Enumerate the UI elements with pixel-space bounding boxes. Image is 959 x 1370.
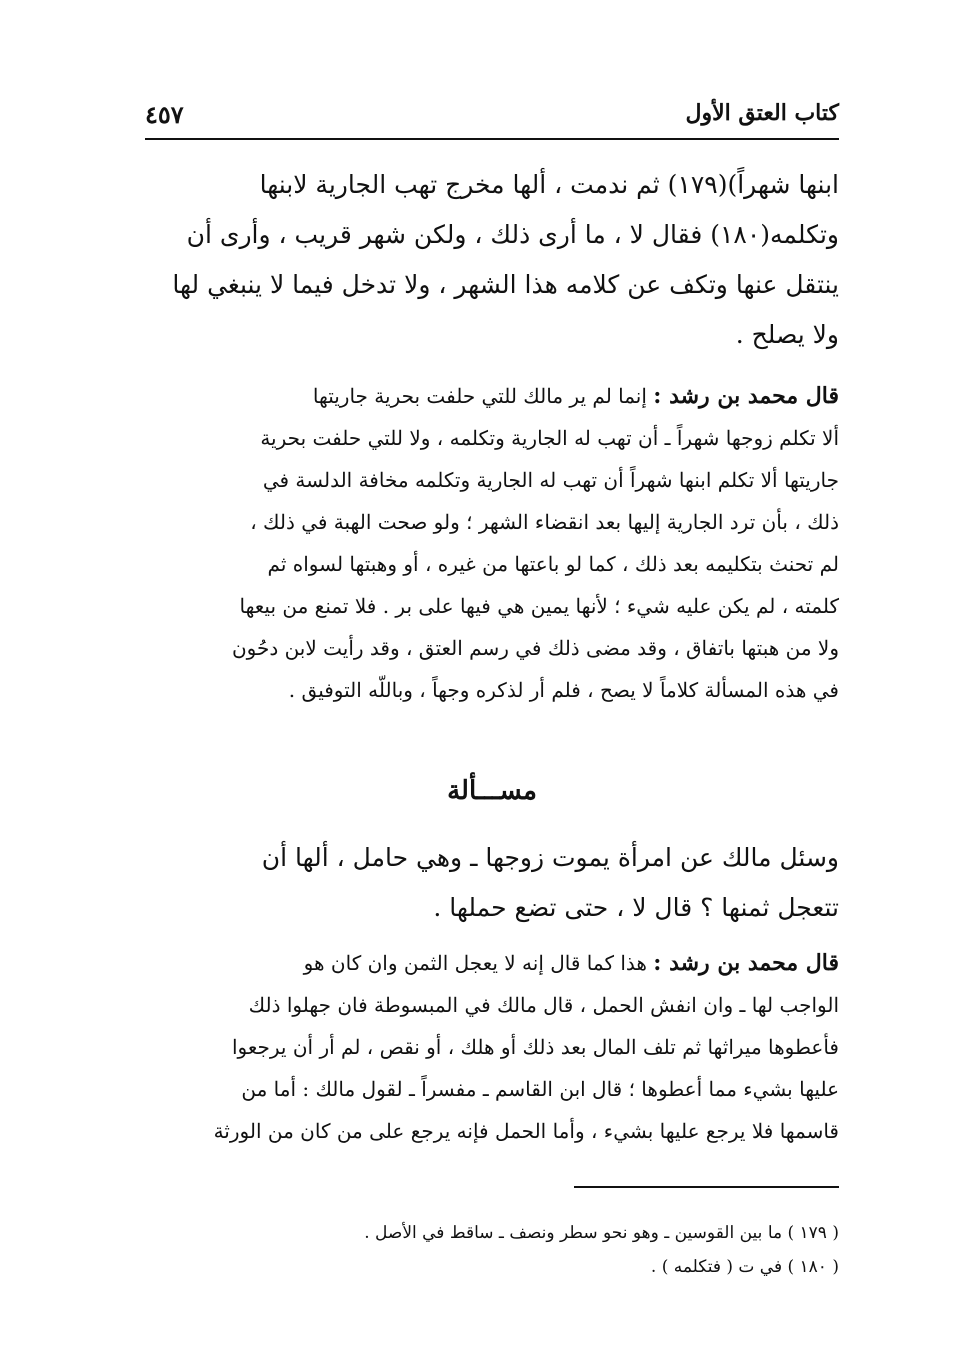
text-line: ولا يصلح . <box>735 320 839 349</box>
commentary-text: إنما لم ير مالك للتي حلفت بحرية جاريتها <box>312 384 647 408</box>
page-header <box>145 98 839 138</box>
section-heading: مســـألة <box>447 776 537 806</box>
text-line: لم تحنث بتكليمه بعد ذلك ، كما لو باعتها من غيره ، أو وهبتها لسواه ثم <box>267 552 839 576</box>
text-line: قاسمها فلا يرجع عليها بشيء ، وأما الحمل فإنه يرجع على من كان من الورثة <box>213 1119 839 1143</box>
text-line: عليها بشيء مما أعطوها ؛ قال ابن القاسم ـ مفسراً ـ لقول مالك : أما من <box>241 1077 839 1101</box>
header-rule <box>145 138 839 140</box>
page-number: ٤٥٧ <box>145 100 184 129</box>
text-line: جاريتها ألا تكلم ابنها شهراً أن تهب له الجارية وتكلمه مخافة الدلسة في <box>262 468 839 492</box>
commentary-paragraph-1 <box>145 375 839 711</box>
commentary-lead: قال محمد بن رشد : <box>653 950 839 976</box>
running-title: كتاب العتق الأول <box>685 100 839 126</box>
commentary-paragraph-2 <box>145 942 839 1152</box>
text-line <box>145 375 839 417</box>
text-line: ذلك ، بأن ترد الجارية إليها بعد انقضاء الشهر ؛ ولو صحت الهبة في ذلك ، <box>250 510 839 534</box>
text-line: ولا من هبتها باتفاق ، وقد مضى ذلك في رسم العتق ، وقد رأيت لابن دحُون <box>231 636 839 660</box>
footnote-rule <box>574 1186 839 1188</box>
main-text-paragraph-1 <box>145 160 839 360</box>
text-line <box>145 942 839 984</box>
commentary-lead: قال محمد بن رشد : <box>653 383 839 409</box>
text-line: تتعجل ثمنها ؟ قال لا ، حتى تضع حملها . <box>433 893 839 922</box>
footnotes <box>145 1216 839 1284</box>
text-line: وسئل مالك عن امرأة يموت زوجها ـ وهي حامل ، ألها أن <box>261 843 839 872</box>
text-line: ابنها شهراً)(١٧٩) ثم ندمت ، ألها مخرج تهب الجارية لابنها <box>259 170 839 199</box>
text-line: في هذه المسألة كلاماً لا يصح ، فلم أر لذكره وجهاً ، وباللّه التوفيق . <box>288 678 839 702</box>
main-text-paragraph-2 <box>145 833 839 933</box>
text-line: الواجب لها ـ وان انفش الحمل ، قال مالك في المبسوطة فان جهلوا ذلك <box>248 993 839 1017</box>
footnote: ( ١٧٩ ) ما بين القوسين ـ وهو نحو سطر ونصف ـ ساقط في الأصل . <box>364 1223 839 1243</box>
footnote: ( ١٨٠ ) في ت ( فتكلمه ) . <box>650 1257 839 1277</box>
text-line: ألا تكلم زوجها شهراً ـ أن تهب له الجارية وتكلمه ، ولا للتي حلفت بحرية <box>260 426 839 450</box>
text-line: كلمته ، لم يكن عليه شيء ؛ لأنها يمين هي فيها على بر . فلا تمنع من بيعها <box>239 594 839 618</box>
text-line: ينتقل عنها وتكف عن كلامه هذا الشهر ، ولا تدخل فيما لا ينبغي لها <box>172 270 839 299</box>
commentary-text: هذا كما قال إنه لا يعجل الثمن وان كان هو <box>303 951 647 975</box>
text-line: وتكلمه(١٨٠) فقال لا ، ما أرى ذلك ، ولكن شهر قريب ، وأرى أن <box>186 220 839 249</box>
text-line: فأعطوها ميراثها ثم تلف المال بعد ذلك أو هلك ، أو نقص ، لم أر أن يرجعوا <box>232 1035 839 1059</box>
